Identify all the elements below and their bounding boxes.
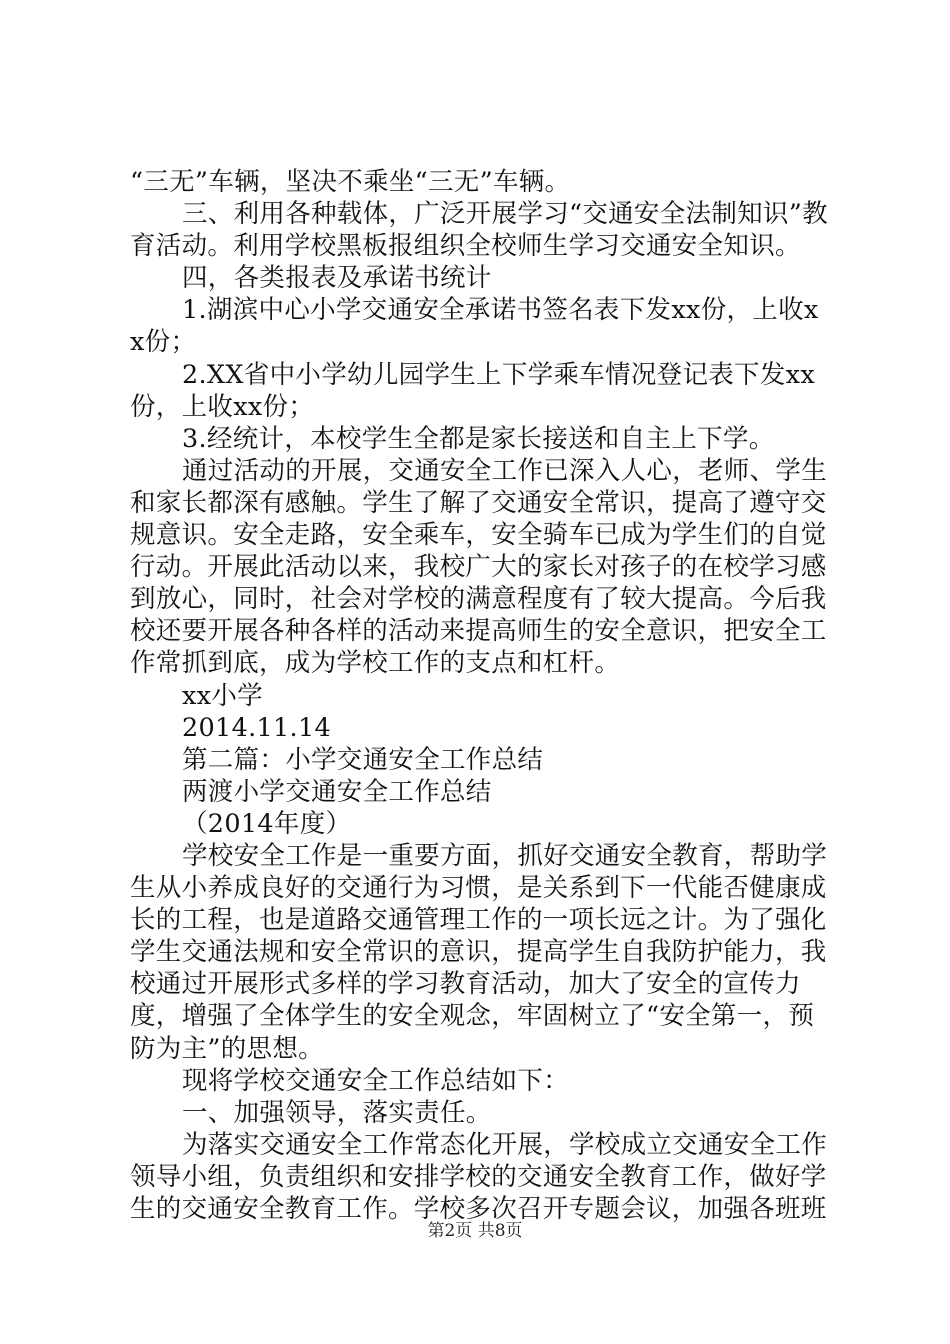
document-paragraph: 学校安全工作是一重要方面，抓好交通安全教育，帮助学生从小养成良好的交通行为习惯，是关系到下一代能否健康成长的工程，也是道路交通管理工作的一项长远之计。为了强化学生交通法规和安全常识的意识，提高学生自我防护能力，我校通过开展形式多样的学习教育活动，加大了安全的宣传力度，增强了全体学生的安全观念，牢固树立了“安全第一，预防为主”的思想。 — [130, 840, 828, 1064]
document-body — [130, 166, 830, 1225]
document-paragraph: 通过活动的开展，交通安全工作已深入人心，老师、学生和家长都深有感触。学生了解了交通安全常识，提高了遵守交规意识。安全走路，安全乘车，安全骑车已成为学生们的自觉行动。开展此活动以来，我校广大的家长对孩子的在校学习感到放心，同时，社会对学校的满意程度有了较大提高。今后我校还要开展各种各样的活动来提高师生的安全意识，把安全工作常抓到底，成为学校工作的支点和杠杆。 — [130, 455, 828, 679]
document-paragraph: （2014年度） — [182, 808, 352, 839]
document-paragraph: 2014.11.14 — [182, 712, 332, 743]
document-paragraph: 第二篇：小学交通安全工作总结 — [182, 744, 544, 775]
document-paragraph: xx小学 — [182, 680, 263, 711]
page-footer: 第2页 共8页 — [427, 1221, 523, 1241]
document-paragraph: 3.经统计，本校学生全都是家长接送和自主上下学。 — [182, 423, 775, 454]
document-paragraph: 四，各类报表及承诺书统计 — [182, 263, 492, 294]
document-paragraph: 两渡小学交通安全工作总结 — [182, 776, 492, 807]
document-paragraph: 一、加强领导，落实责任。 — [182, 1097, 492, 1128]
document-paragraph: 现将学校交通安全工作总结如下： — [182, 1065, 570, 1096]
document-paragraph: 2.XX省中小学幼儿园学生上下学乘车情况登记表下发xx份，上收xx份； — [130, 359, 816, 422]
document-paragraph: “三无”车辆，坚决不乘坐“三无”车辆。 — [130, 167, 571, 197]
document-paragraph: 为落实交通安全工作常态化开展，学校成立交通安全工作领导小组，负责组织和安排学校的交通安全教育工作，做好学生的交通安全教育工作。学校多次召开专题会议，加强各班班 — [130, 1129, 828, 1224]
document-paragraph: 1.湖滨中心小学交通安全承诺书签名表下发xx份，上收xx份； — [130, 295, 819, 358]
document-paragraph: 三、利用各种载体，广泛开展学习“交通安全法制知识”教育活动。利用学校黑板报组织全校师生学习交通安全知识。 — [130, 199, 828, 262]
